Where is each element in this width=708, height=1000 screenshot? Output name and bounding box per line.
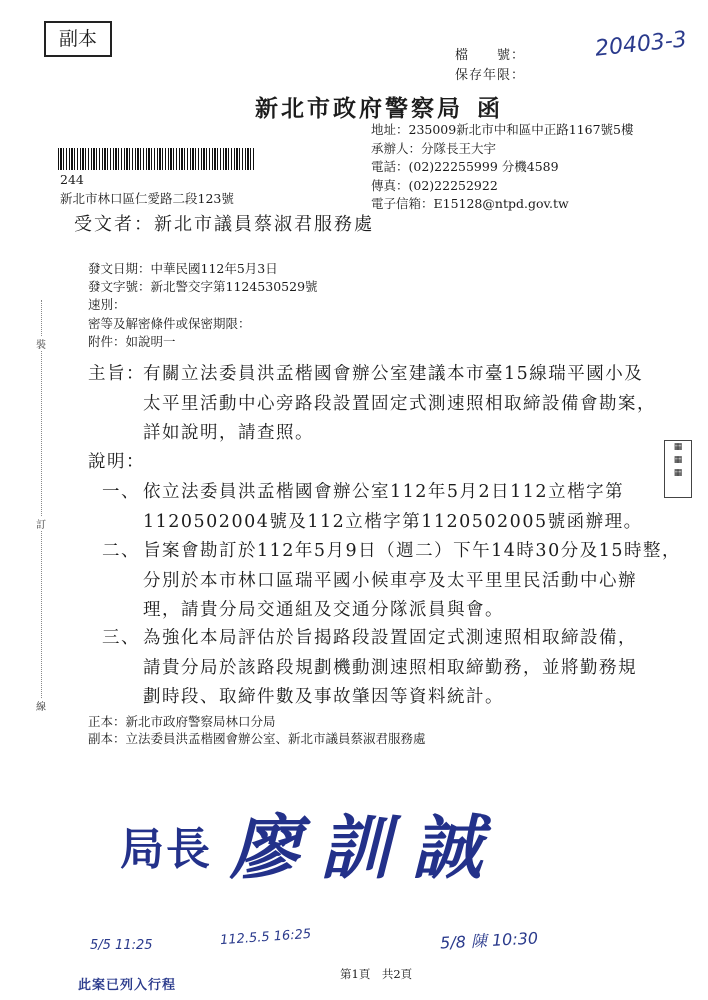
phone: 電話：(02)22255999 分機4589 [371,159,559,175]
binding-mark-top: 裝 [36,336,46,351]
handwritten-note: 112.5.5 16:25 [219,926,312,949]
email: 電子信箱：E15128@ntpd.gov.tw [371,196,569,212]
handwritten-file-number: 20403-3 [593,27,688,62]
explanation-item-1 [143,478,643,537]
handwritten-note: 5/8 陳 10:30 [439,928,539,953]
explanation-item-3 [143,624,637,713]
file-number-label: 檔 號： [455,48,526,63]
explanation-line: 1120502004號及112立楷字第1120502005號函辦理。 [143,511,643,532]
binding-mark-middle: 訂 [36,516,46,531]
explanation-item-1-number: 一、 [102,482,140,502]
subject-line: 有關立法委員洪孟楷國會辦公室建議本市臺15線瑞平國小及 [143,364,644,384]
issue-date: 發文日期：中華民國112年5月3日 [88,261,278,276]
director-signature [120,798,520,884]
schedule-stamp: 此案已列入行程 [78,978,177,993]
svg-text:局: 局 [120,824,164,875]
agency-name: 新北市政府警察局 [255,95,463,122]
explanation-line: 旨案會勘訂於112年5月9日（週二）下午14時30分及15時整， [143,541,681,561]
binding-line [41,300,43,700]
doc-number: 發文字號：新北警交字第1124530529號 [88,279,318,295]
explanation-line: 請貴分局於該路段規劃機動測速照相取締勤務，並將勤務規 [143,657,637,678]
copy-label-box: 副本 [44,21,112,57]
address: 地址：235009新北市中和區中正路1167號5樓 [371,122,634,137]
svg-text:長: 長 [166,824,210,875]
explanation-line: 依立法委員洪孟楷國會辦公室112年5月2日112立楷字第 [143,482,625,502]
page-number: 第1頁 共2頁 [340,967,413,981]
svg-text:廖: 廖 [230,807,300,884]
explanation-item-2 [143,537,681,626]
explanation-line: 理，請貴分局交通組及交通分隊派員與會。 [143,600,504,620]
subject-text [143,360,656,449]
svg-text:誠: 誠 [412,807,482,884]
binding-mark-bottom: 線 [36,698,46,713]
explanation-item-3-number: 三、 [102,628,140,648]
attachment: 附件：如說明一 [88,333,176,349]
explanation-line: 為強化本局評估於旨揭路段設置固定式測速照相取締設備， [143,628,637,648]
recipient: 受文者：新北市議員蔡淑君服務處 [74,214,374,235]
speed-class: 速別： [88,297,126,313]
svg-text:訓: 訓 [320,807,390,884]
header-fields [88,260,318,351]
handler: 承辦人：分隊長王大宇 [371,140,497,156]
contact-block [371,121,633,214]
subject-line: 詳如說明，請查照。 [143,423,314,443]
subject-label: 主旨： [88,364,145,384]
security-level: 密等及解密條件或保密期限： [88,315,251,331]
document-title [255,90,503,123]
subject-line: 太平里活動中心旁路段設置固定式測速照相取締設備會勘案， [143,393,656,414]
barcode [58,148,254,170]
original-recipient: 正本：新北市政府警察局林口分局 [88,714,276,729]
mail-code: 244 [60,172,84,187]
mail-address: 新北市林口區仁愛路二段123號 [60,191,234,206]
explanation-label: 說明： [88,452,145,472]
handwritten-note: 5/5 11:25 [90,938,153,953]
explanation-line: 劃時段、取締件數及事故肇因等資料統計。 [143,687,504,707]
explanation-line: 分別於本市林口區瑞平國小候車亭及太平里里民活動中心辦 [143,570,637,591]
fax: 傳真：(02)22252922 [371,177,498,193]
retention-label: 保存年限： [455,68,526,83]
copy-recipients: 副本：立法委員洪孟楷國會辦公室、新北市議員蔡淑君服務處 [88,731,426,746]
explanation-item-2-number: 二、 [102,541,140,561]
receipt-stamp: ▦ ▦ ▦ [664,440,692,498]
document-type: 函 [477,95,503,122]
